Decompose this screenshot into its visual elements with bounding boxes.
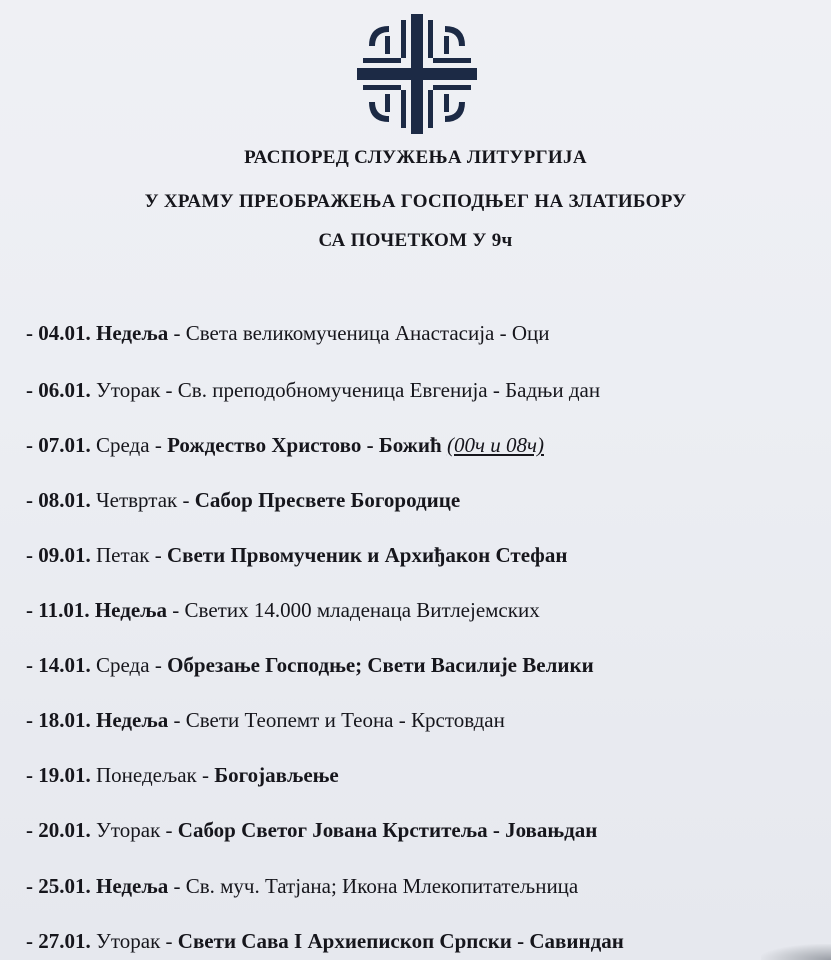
title-line-3: СА ПОЧЕТКОМ У 9ч (318, 230, 513, 251)
schedule-entry-5: - 09.01. Петак - Свети Првомученик и Архиђакон Стефан (26, 543, 568, 567)
schedule-entry-9: - 19.01. Понедељак - Богојављење (26, 763, 339, 787)
schedule-entry-10: - 20.01. Уторак - Сабор Светог Јована Крститеља - Јовањдан (26, 818, 598, 842)
photo-corner-shadow (761, 944, 831, 960)
schedule-entry-11: - 25.01. Недеља - Св. муч. Татјана; Икона Млекопитатељница (26, 874, 579, 898)
schedule-entry-8: - 18.01. Недеља - Свети Теопемт и Теона - Крстовдан (26, 708, 505, 732)
schedule-entry-7: - 14.01. Среда - Обрезање Господње; Свети Василије Велики (26, 653, 594, 677)
schedule-entry-1: - 04.01. Недеља - Света великомученица Анастасија - Оци (26, 321, 550, 345)
title-line-2: У ХРАМУ ПРЕОБРАЖЕЊА ГОСПОДЊЕГ НА ЗЛАТИБОРУ (144, 191, 687, 212)
title-line-1: РАСПОРЕД СЛУЖЕЊА ЛИТУРГИЈА (244, 147, 587, 168)
schedule-entry-2: - 06.01. Уторак - Св. преподобномученица Евгенија - Бадњи дан (26, 378, 601, 402)
schedule-entry-4: - 08.01. Четвртак - Сабор Пресвете Богородице (26, 488, 461, 512)
schedule-entry-6: - 11.01. Недеља - Светих 14.000 младенаца Витлејемских (26, 598, 540, 622)
schedule-entry-12: - 27.01. Уторак - Свети Сава I Архиепископ Српски - Савиндан (26, 929, 624, 953)
schedule-entry-3: - 07.01. Среда - Рождество Христово - Божић (00ч и 08ч) (26, 433, 544, 457)
cross-logo-icon (355, 12, 479, 136)
